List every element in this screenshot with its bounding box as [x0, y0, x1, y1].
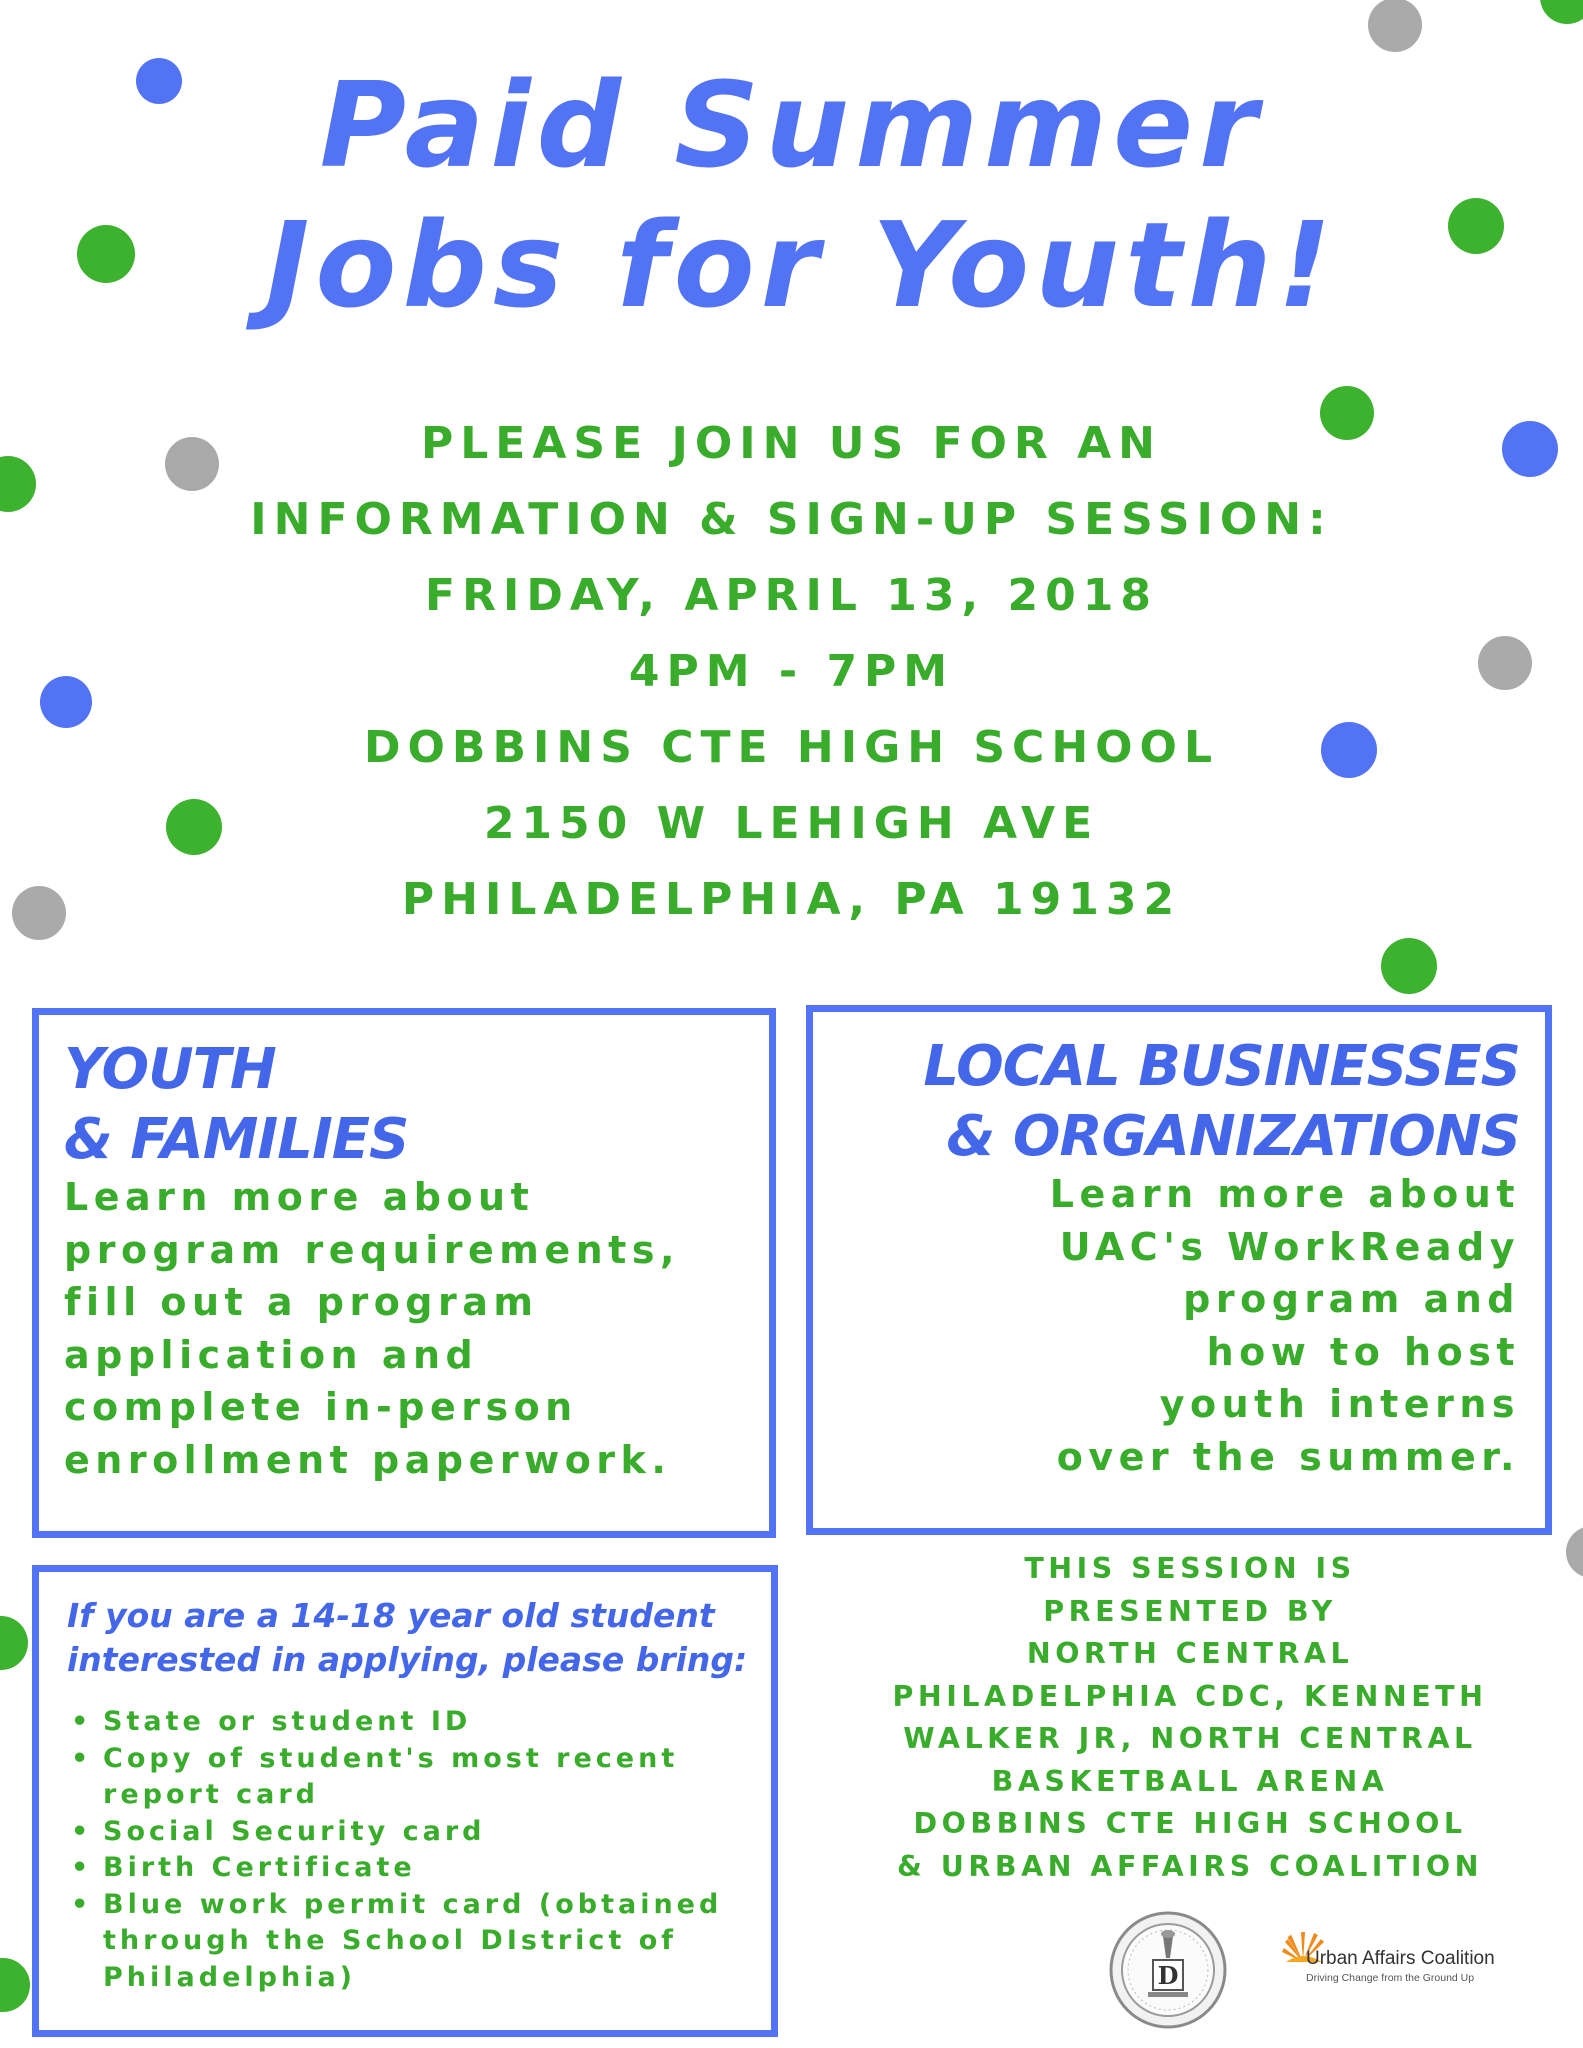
bullet-icon: •	[71, 1888, 93, 1920]
youth-families-body	[64, 1171, 769, 1486]
businesses-heading	[813, 1032, 1520, 1172]
youth-families-heading	[64, 1035, 769, 1175]
bring-heading-line-1: If you are a 14-18 year old student	[67, 1596, 715, 1635]
bullet-icon: •	[71, 1706, 93, 1737]
bullet-icon: •	[71, 1815, 93, 1847]
invite-line-2: INFORMATION & SIGN-UP SESSION:	[250, 494, 1333, 545]
youth-body-line: Learn more about	[64, 1175, 535, 1219]
list-item-text: State or student ID	[103, 1706, 472, 1737]
presenters-line: PRESENTED BY	[1043, 1594, 1337, 1628]
bullet-icon: •	[71, 1742, 93, 1774]
dobbins-seal-icon	[1108, 1910, 1228, 2030]
decor-dot	[1540, 0, 1583, 24]
local-businesses-box	[806, 1005, 1552, 1535]
presenters-line: BASKETBALL ARENA	[991, 1764, 1389, 1798]
youth-body-line: fill out a program	[64, 1280, 539, 1324]
bring-list	[67, 1704, 771, 1996]
dobbins-logo-letter: D	[1157, 1961, 1179, 1990]
event-venue: DOBBINS CTE HIGH SCHOOL	[364, 722, 1219, 773]
businesses-body	[813, 1168, 1520, 1483]
presenters-line: PHILADELPHIA CDC, KENNETH	[892, 1679, 1488, 1713]
bring-heading	[67, 1594, 771, 1682]
youth-body-line: program requirements,	[64, 1227, 680, 1272]
youth-body-line: application and	[64, 1332, 479, 1377]
bring-heading-line-2: interested in applying, please bring:	[67, 1640, 748, 1679]
decor-dot	[1381, 938, 1437, 994]
list-item-text: Birth Certificate	[103, 1852, 416, 1883]
page-title	[0, 55, 1583, 335]
dobbins-logo	[1108, 1910, 1228, 2030]
event-date: FRIDAY, APRIL 13, 2018	[425, 570, 1158, 621]
business-body-line: how to host	[1206, 1329, 1520, 1374]
presenters-line: DOBBINS CTE HIGH SCHOOL	[913, 1807, 1467, 1840]
list-item	[67, 1814, 771, 1851]
list-item	[67, 1704, 771, 1741]
list-item	[67, 1850, 771, 1887]
what-to-bring-box	[32, 1565, 778, 2037]
list-item-text: report card	[103, 1779, 319, 1810]
presenters-line: THIS SESSION IS	[1024, 1552, 1356, 1585]
uac-logo	[1280, 1922, 1560, 1992]
list-item-text: through the School DIstrict of	[103, 1925, 678, 1956]
event-city: PHILADELPHIA, PA 19132	[401, 874, 1182, 925]
youth-body-line: enrollment paperwork.	[64, 1437, 672, 1482]
youth-heading-line-1: YOUTH	[64, 1037, 276, 1102]
business-body-line: UAC's WorkReady	[1059, 1224, 1520, 1269]
event-details	[0, 406, 1583, 938]
presenters-block	[820, 1548, 1560, 1888]
title-line-2: Jobs for Youth!	[265, 196, 1338, 334]
list-item	[67, 1887, 771, 1997]
presenters-line: NORTH CENTRAL	[1026, 1637, 1354, 1670]
youth-families-box	[32, 1008, 776, 1538]
business-body-line: youth interns	[1159, 1382, 1520, 1426]
youth-body-line: complete in-person	[64, 1385, 578, 1429]
business-body-line: over the summer.	[1056, 1434, 1520, 1479]
invite-line-1: PLEASE JOIN US FOR AN	[420, 418, 1163, 469]
business-heading-line-1: LOCAL BUSINESSES	[923, 1034, 1520, 1099]
business-heading-line-2: & ORGANIZATIONS	[946, 1104, 1520, 1169]
presenters-line: & URBAN AFFAIRS COALITION	[896, 1849, 1484, 1883]
event-street: 2150 W LEHIGH AVE	[483, 798, 1100, 849]
list-item-text: Philadelphia)	[103, 1961, 356, 1993]
uac-tagline: Driving Change from the Ground Up	[1306, 1972, 1475, 1984]
presenters-line: WALKER JR, NORTH CENTRAL	[903, 1722, 1477, 1755]
youth-heading-line-2: & FAMILIES	[64, 1107, 409, 1172]
bullet-icon: •	[71, 1852, 93, 1883]
title-line-1: Paid Summer	[319, 56, 1264, 194]
decor-dot	[1566, 1526, 1583, 1578]
business-body-line: program and	[1183, 1277, 1520, 1321]
decor-dot	[1368, 0, 1422, 52]
list-item	[67, 1741, 771, 1814]
business-body-line: Learn more about	[1049, 1172, 1520, 1216]
decor-dot	[0, 1616, 28, 1670]
uac-name: Urban Affairs Coalition	[1306, 1948, 1495, 1969]
list-item-text: Copy of student's most recent	[103, 1742, 679, 1774]
list-item-text: Social Security card	[103, 1815, 486, 1847]
decor-dot	[0, 1958, 30, 2012]
event-time: 4PM - 7PM	[628, 646, 955, 697]
list-item-text: Blue work permit card (obtained	[103, 1888, 723, 1920]
